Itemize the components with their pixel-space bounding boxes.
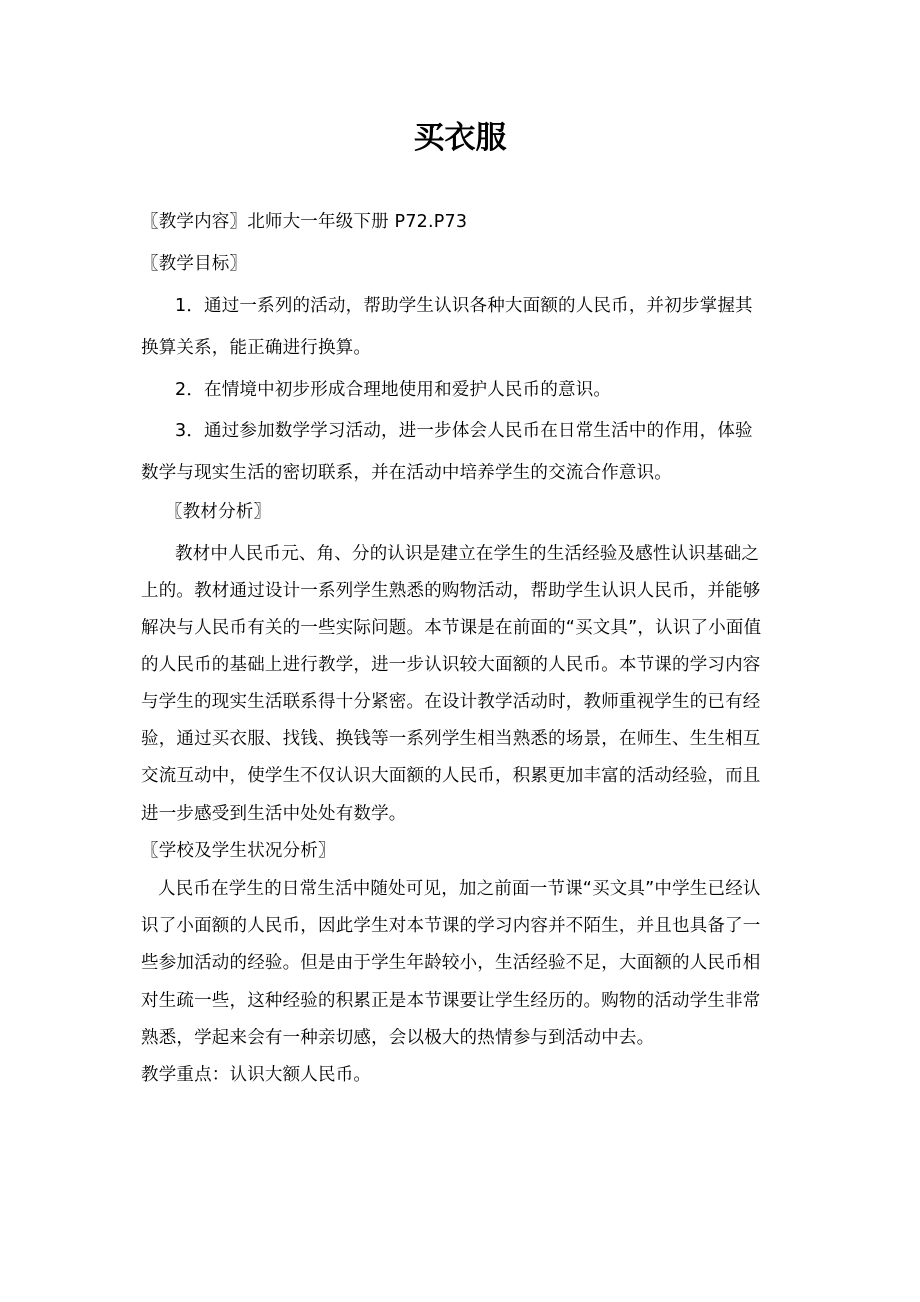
text-line: 数学与现实生活的密切联系，并在活动中培养学生的交流合作意识。 [141,463,672,483]
text-line: 解决与人民币有关的一些实际问题。本节课是在前面的“买文具”，认识了小面值 [141,618,762,638]
text-line: 〖学校及学生状况分析〗 [141,841,336,861]
text-line: 2．在情境中初步形成合理地使用和爱护人民币的意识。 [175,380,612,400]
text-line: 验，通过买衣服、找钱、换钱等一系列学生相当熟悉的场景，在师生、生生相互 [141,729,761,749]
text-line: 些参加活动的经验。但是由于学生年龄较小，生活经验不足，大面额的人民币相 [141,953,761,973]
text-line: 与学生的现实生活联系得十分紧密。在设计教学活动时，教师重视学生的已有经 [141,692,761,712]
text-line: 〖教学内容〗北师大一年级下册 P72.P73 [141,212,468,232]
text-line: 识了小面额的人民币，因此学生对本节课的学习内容并不陌生，并且也具备了一 [141,916,761,936]
text-line: 3．通过参加数学学习活动，进一步体会人民币在日常生活中的作用，体验 [175,421,753,441]
text-line: 上的。教材通过设计一系列学生熟悉的购物活动，帮助学生认识人民币，并能够 [141,581,761,601]
text-line: 教学重点：认识大额人民币。 [141,1065,372,1085]
text-line: 熟悉，学起来会有一种亲切感，会以极大的热情参与到活动中去。 [141,1028,655,1048]
document-title: 买衣服 [413,120,507,156]
text-line: 进一步感受到生活中处处有数学。 [141,804,407,824]
text-line: 的人民币的基础上进行教学，进一步认识较大面额的人民币。本节课的学习内容 [141,655,761,675]
text-line: 1．通过一系列的活动，帮助学生认识各种大面额的人民币，并初步掌握其 [175,296,753,316]
text-line: 人民币在学生的日常生活中随处可见，加之前面一节课“买文具”中学生已经认 [158,879,761,899]
text-line: 〖教学目标〗 [141,254,248,274]
text-line: 交流互动中，使学生不仅认识大面额的人民币，积累更加丰富的活动经验，而且 [141,766,761,786]
text-line: 对生疏一些，这种经验的积累正是本节课要让学生经历的。购物的活动学生非常 [141,991,761,1011]
text-line: 教材中人民币元、角、分的认识是建立在学生的生活经验及感性认识基础之 [175,544,760,564]
text-line: 换算关系，能正确进行换算。 [141,338,372,358]
text-line: 〖教材分析〗 [165,502,272,522]
